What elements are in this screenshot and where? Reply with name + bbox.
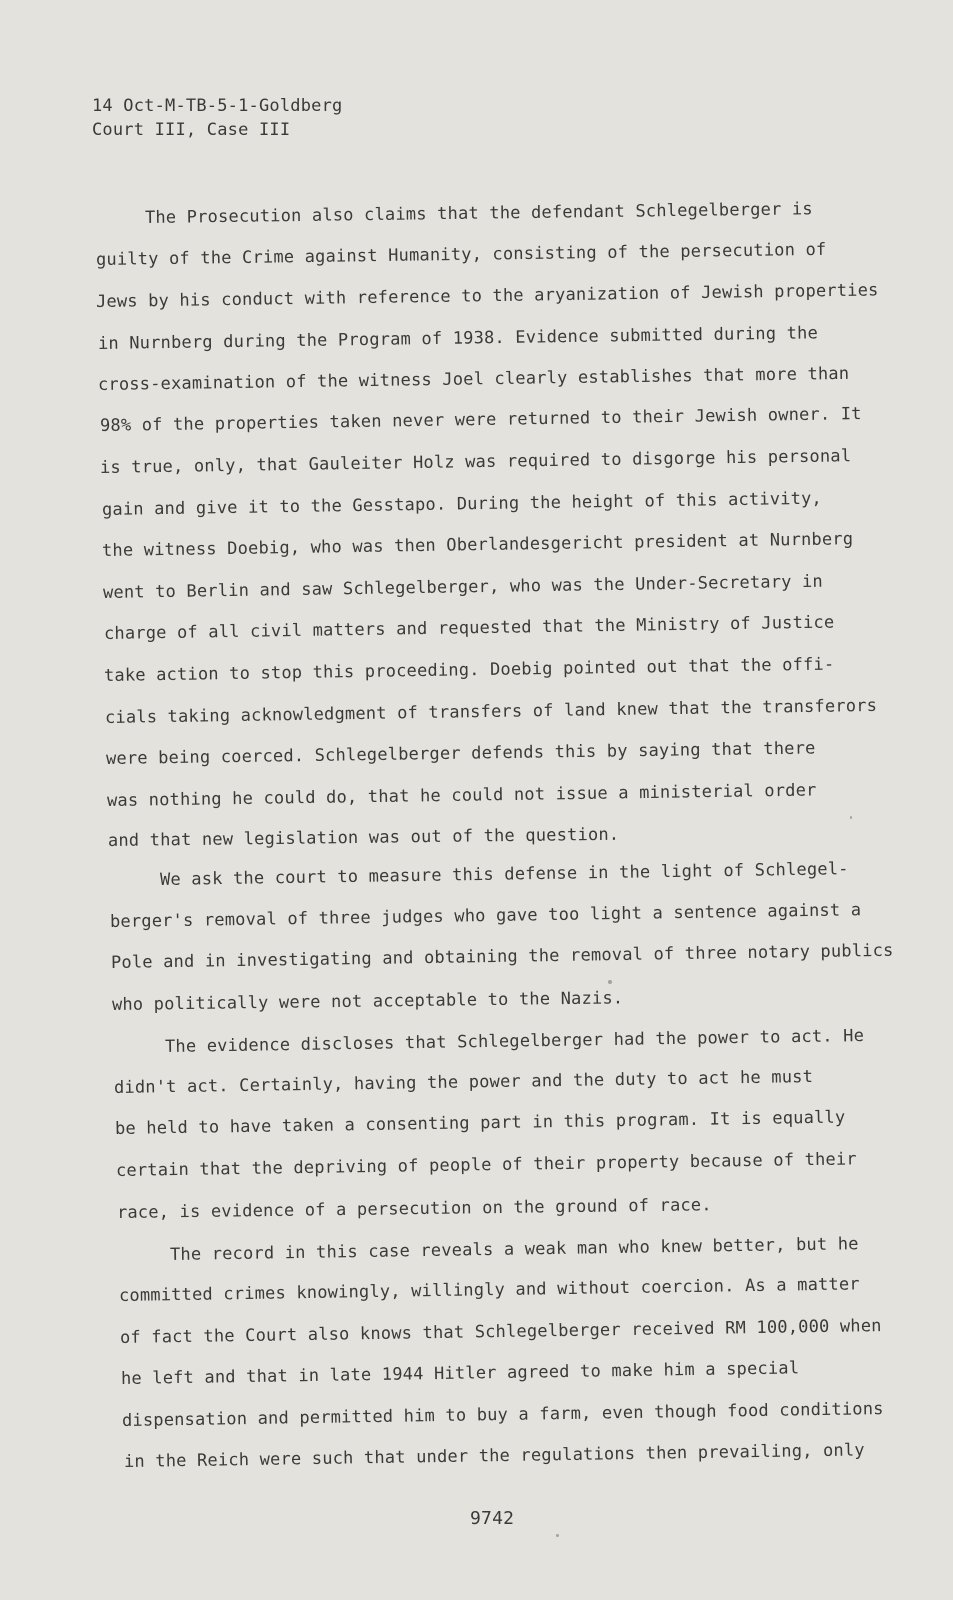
text-line: committed crimes knowingly, willingly and without coercion. As a matter xyxy=(118,1274,860,1306)
text-line: was nothing he could do, that he could not issue a ministerial order xyxy=(106,780,817,811)
text-line: cross-examination of the witness Joel clearly establishes that more than xyxy=(97,363,850,395)
text-line: berger's removal of three judges who gave too light a sentence against a xyxy=(109,900,862,932)
text-line: Jews by his conduct with reference to the aryanization of Jewish properties xyxy=(95,280,879,312)
paper-speck xyxy=(608,980,612,984)
text-line: went to Berlin and saw Schlegelberger, who was the Under-Secretary in xyxy=(102,571,824,603)
text-line: cials taking acknowledgment of transfers of land knew that the transferors xyxy=(104,695,878,728)
text-line: in Nurnberg during the Program of 1938. Evidence submitted during the xyxy=(97,323,819,354)
text-line: were being coerced. Schlegelberger defends this by saying that there xyxy=(105,738,816,769)
text-line: guilty of the Crime against Humanity, consisting of the persecution of xyxy=(95,239,827,270)
text-line: of fact the Court also knows that Schlegelberger received RM 100,000 when xyxy=(119,1316,882,1348)
text-line: in the Reich were such that under the regulations then prevailing, only xyxy=(123,1440,865,1472)
text-line: race, is evidence of a persecution on the ground of race. xyxy=(116,1195,712,1223)
reference-line: 14 Oct-M-TB-5-1-Goldberg xyxy=(92,96,343,116)
text-line: take action to stop this proceeding. Doebig pointed out that the offi- xyxy=(103,654,835,686)
text-line: We ask the court to measure this defense in the light of Schlegel- xyxy=(159,859,849,890)
text-line: the witness Doebig, who was then Oberlandesgericht president at Nurnberg xyxy=(101,529,854,561)
text-line: didn't act. Certainly, having the power and the duty to act he must xyxy=(113,1067,814,1098)
text-line: The Prosecution also claims that the defendant Schlegelberger is xyxy=(144,199,813,228)
text-line: and that new legislation was out of the question. xyxy=(107,824,620,851)
text-line: be held to have taken a consenting part in this program. It is equally xyxy=(114,1107,846,1139)
text-line: dispensation and permitted him to buy a farm, even though food conditions xyxy=(121,1399,884,1431)
page-number: 9742 xyxy=(470,1508,515,1529)
text-line: 98% of the properties taken never were returned to their Jewish owner. It xyxy=(99,404,862,436)
text-line: is true, only, that Gauleiter Holz was required to disgorge his personal xyxy=(99,446,852,478)
text-line: who politically were not acceptable to the Nazis. xyxy=(111,988,624,1015)
text-line: gain and give it to the Gesstapo. During the height of this activity, xyxy=(101,488,823,520)
text-line: certain that the depriving of people of their property because of their xyxy=(115,1149,857,1181)
text-line: Pole and in investigating and obtaining the removal of three notary publics xyxy=(110,940,894,973)
text-line: charge of all civil matters and requested that the Ministry of Justice xyxy=(103,612,835,644)
court-case-line: Court III, Case III xyxy=(92,120,291,140)
paper-speck xyxy=(556,1534,559,1537)
document-header xyxy=(92,94,342,142)
text-line: he left and that in late 1944 Hitler agreed to make him a special xyxy=(120,1358,800,1389)
text-line: The evidence discloses that Schlegelberger had the power to act. He xyxy=(164,1026,865,1057)
text-line: The record in this case reveals a weak man who knew better, but he xyxy=(169,1234,859,1265)
paper-speck xyxy=(850,816,852,819)
